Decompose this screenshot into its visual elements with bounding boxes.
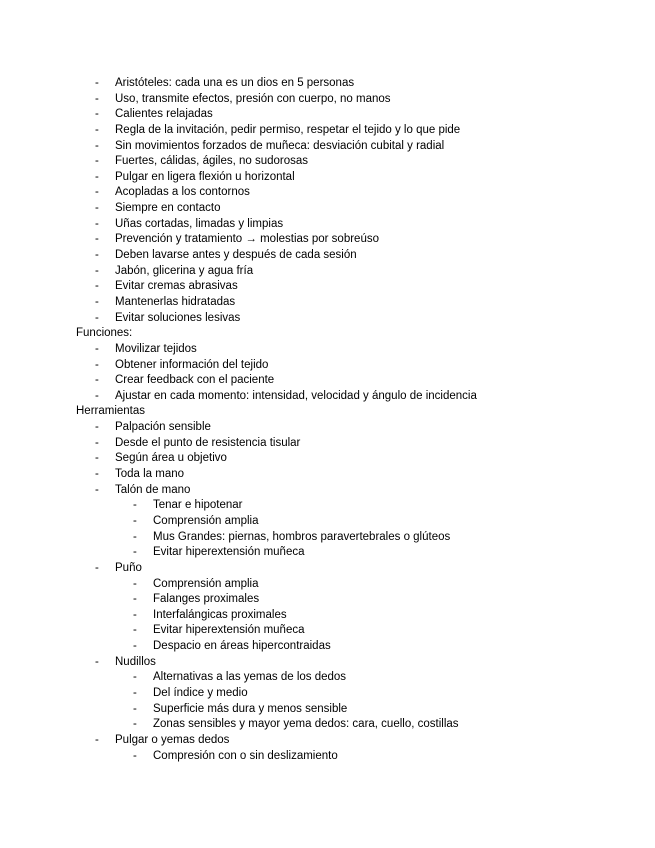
- list-item: - Fuertes, cálidas, ágiles, no sudorosas: [0, 154, 655, 170]
- sub-list-item: - Zonas sensibles y mayor yema dedos: cara, cuello, costillas: [0, 717, 655, 733]
- bullet-dash: -: [95, 202, 99, 215]
- bullet-dash: -: [133, 624, 137, 637]
- list-item: - Nudillos: [0, 655, 655, 671]
- bullet-dash: -: [95, 123, 99, 136]
- list-item: - Crear feedback con el paciente: [0, 373, 655, 389]
- bullet-dash: -: [95, 280, 99, 293]
- list-item: - Evitar cremas abrasivas: [0, 279, 655, 295]
- bullet-dash: -: [133, 530, 137, 543]
- bullet-dash: -: [95, 264, 99, 277]
- list-item: - Jabón, glicerina y agua fría: [0, 264, 655, 280]
- sub-list-item: - Falanges proximales: [0, 592, 655, 608]
- sub-list-item: - Despacio en áreas hipercontraidas: [0, 639, 655, 655]
- list-item: - Acopladas a los contornos: [0, 185, 655, 201]
- bullet-dash: -: [95, 389, 99, 402]
- sub-list-item: - Interfalángicas proximales: [0, 608, 655, 624]
- list-item: - Sin movimientos forzados de muñeca: desviación cubital y radial: [0, 139, 655, 155]
- sub-list-item: - Comprensión amplia: [0, 514, 655, 530]
- bullet-dash: -: [95, 170, 99, 183]
- sub-list-item: - Del índice y medio: [0, 686, 655, 702]
- list-item: - Movilizar tejidos: [0, 342, 655, 358]
- list-item: - Regla de la invitación, pedir permiso, respetar el tejido y lo que pide: [0, 123, 655, 139]
- bullet-dash: -: [133, 546, 137, 559]
- sub-list-item: - Evitar hiperextensión muñeca: [0, 623, 655, 639]
- bullet-dash: -: [133, 686, 137, 699]
- section-heading-herramientas: Herramientas: [76, 405, 146, 418]
- list-item: - Calientes relajadas: [0, 107, 655, 123]
- bullet-dash: -: [95, 249, 99, 262]
- list-item: - Puño: [0, 561, 655, 577]
- bullet-dash: -: [95, 374, 99, 387]
- bullet-dash: -: [95, 108, 99, 121]
- bullet-dash: -: [95, 468, 99, 481]
- bullet-dash: -: [95, 233, 99, 246]
- sub-list-item: - Mus Grandes: piernas, hombros paravertebrales o glúteos: [0, 530, 655, 546]
- bullet-dash: -: [95, 295, 99, 308]
- bullet-dash: -: [95, 733, 99, 746]
- bullet-dash: -: [133, 702, 137, 715]
- list-item: - Deben lavarse antes y después de cada sesión: [0, 248, 655, 264]
- list-item: - Evitar soluciones lesivas: [0, 311, 655, 327]
- bullet-dash: -: [95, 436, 99, 449]
- sub-list-item: - Superficie más dura y menos sensible: [0, 702, 655, 718]
- bullet-dash: -: [95, 452, 99, 465]
- bullet-dash: -: [133, 608, 137, 621]
- bullet-dash: -: [133, 577, 137, 590]
- sub-list-item: - Evitar hiperextensión muñeca: [0, 545, 655, 561]
- bullet-dash: -: [95, 139, 99, 152]
- sub-list-item: - Comprensión amplia: [0, 577, 655, 593]
- list-item: - Siempre en contacto: [0, 201, 655, 217]
- bullet-dash: -: [133, 593, 137, 606]
- list-item: - Palpación sensible: [0, 420, 655, 436]
- bullet-dash: -: [133, 640, 137, 653]
- document-page: [0, 76, 655, 764]
- bullet-dash: -: [95, 92, 99, 105]
- list-item: - Desde el punto de resistencia tisular: [0, 436, 655, 452]
- list-item: - Pulgar en ligera flexión u horizontal: [0, 170, 655, 186]
- bullet-dash: -: [95, 561, 99, 574]
- sub-list-item: - Alternativas a las yemas de los dedos: [0, 670, 655, 686]
- bullet-dash: -: [95, 655, 99, 668]
- bullet-dash: -: [95, 155, 99, 168]
- list-item: - Prevención y tratamiento → molestias por sobreúso: [0, 232, 655, 248]
- list-item: - Aristóteles: cada una es un dios en 5 personas: [0, 76, 655, 92]
- bullet-dash: -: [133, 514, 137, 527]
- bullet-dash: -: [133, 749, 137, 762]
- bullet-dash: -: [95, 186, 99, 199]
- bullet-dash: -: [95, 342, 99, 355]
- bullet-dash: -: [95, 77, 99, 89]
- list-item: - Ajustar en cada momento: intensidad, velocidad y ángulo de incidencia: [0, 389, 655, 405]
- list-item: - Pulgar o yemas dedos: [0, 733, 655, 749]
- bullet-dash: -: [95, 421, 99, 434]
- list-item: - Mantenerlas hidratadas: [0, 295, 655, 311]
- bullet-dash: -: [133, 718, 137, 731]
- list-item: - Uso, transmite efectos, presión con cuerpo, no manos: [0, 92, 655, 108]
- list-item: - Toda la mano: [0, 467, 655, 483]
- bullet-dash: -: [95, 483, 99, 496]
- sub-list-item: - Compresión con o sin deslizamiento: [0, 749, 655, 765]
- sub-list-item: - Tenar e hipotenar: [0, 498, 655, 514]
- section-heading-funciones: Funciones:: [76, 327, 133, 340]
- bullet-dash: -: [95, 217, 99, 230]
- bullet-dash: -: [95, 311, 99, 324]
- list-item: - Obtener información del tejido: [0, 358, 655, 374]
- bullet-dash: -: [95, 358, 99, 371]
- list-item: - Según área u objetivo: [0, 451, 655, 467]
- list-item: - Talón de mano: [0, 483, 655, 499]
- bullet-dash: -: [133, 499, 137, 512]
- bullet-dash: -: [133, 671, 137, 684]
- list-item: - Uñas cortadas, limadas y limpias: [0, 217, 655, 233]
